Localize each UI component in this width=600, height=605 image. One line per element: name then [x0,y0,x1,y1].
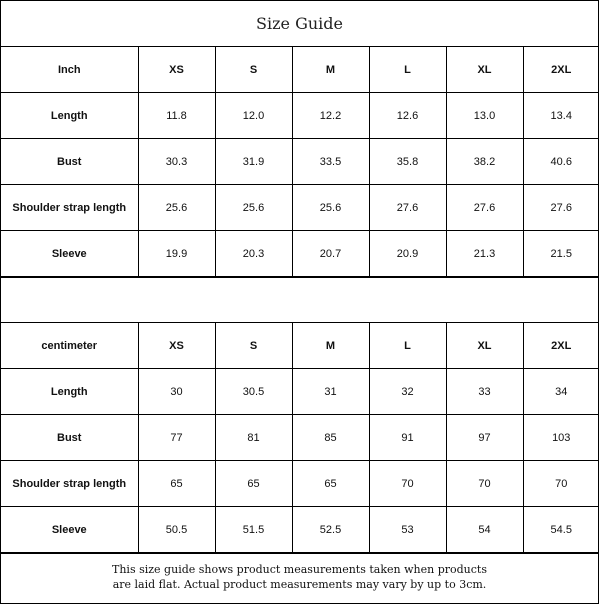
table-row [1,231,599,277]
table-row [1,461,599,507]
table-cell: 25.6 [138,185,215,231]
table-row [1,415,599,461]
table-cell: 65 [138,461,215,507]
cm-size-table [1,323,599,553]
table-cell: 33 [446,369,523,415]
table-cell: 34 [523,369,599,415]
table-cell: 65 [215,461,292,507]
table-cell: 35.8 [369,139,446,185]
size-header: M [292,47,369,93]
table-cell: 31 [292,369,369,415]
table-cell: 91 [369,415,446,461]
table-cell: 40.6 [523,139,599,185]
table-cell: 31.9 [215,139,292,185]
size-header: XS [138,47,215,93]
table-cell: 13.0 [446,93,523,139]
table-cell: 81 [215,415,292,461]
table-row [1,139,599,185]
table-row [1,185,599,231]
table-cell: 97 [446,415,523,461]
table-cell: 70 [523,461,599,507]
table-cell: 12.2 [292,93,369,139]
table-spacer [1,277,598,323]
measurement-note [1,553,598,599]
row-label: Length [1,369,138,415]
table-cell: 50.5 [138,507,215,553]
table-cell: 32 [369,369,446,415]
page-title: Size Guide [1,1,598,47]
note-line: are laid flat. Actual product measurements may vary by up to 3cm. [112,577,487,591]
table-cell: 103 [523,415,599,461]
table-header-row [1,323,599,369]
note-line: This size guide shows product measurements taken when products [112,562,487,576]
unit-label: centimeter [1,323,138,369]
table-cell: 30 [138,369,215,415]
table-cell: 27.6 [523,185,599,231]
table-cell: 11.8 [138,93,215,139]
table-cell: 70 [369,461,446,507]
size-header: XL [446,47,523,93]
table-cell: 52.5 [292,507,369,553]
table-cell: 20.7 [292,231,369,277]
table-cell: 27.6 [446,185,523,231]
inch-size-table [1,47,599,277]
table-cell: 13.4 [523,93,599,139]
table-cell: 19.9 [138,231,215,277]
table-cell: 54 [446,507,523,553]
table-cell: 12.6 [369,93,446,139]
table-cell: 20.9 [369,231,446,277]
table-cell: 12.0 [215,93,292,139]
table-row [1,369,599,415]
size-header: 2XL [523,47,599,93]
table-cell: 25.6 [292,185,369,231]
row-label: Bust [1,139,138,185]
table-row [1,93,599,139]
size-header: L [369,323,446,369]
unit-label: Inch [1,47,138,93]
table-cell: 27.6 [369,185,446,231]
size-header: S [215,323,292,369]
size-header: M [292,323,369,369]
size-header: L [369,47,446,93]
row-label: Bust [1,415,138,461]
size-header: S [215,47,292,93]
row-label: Sleeve [1,507,138,553]
table-cell: 38.2 [446,139,523,185]
table-cell: 20.3 [215,231,292,277]
table-cell: 51.5 [215,507,292,553]
table-cell: 70 [446,461,523,507]
table-cell: 53 [369,507,446,553]
table-cell: 65 [292,461,369,507]
table-cell: 25.6 [215,185,292,231]
row-label: Shoulder strap length [1,185,138,231]
table-cell: 21.3 [446,231,523,277]
table-cell: 33.5 [292,139,369,185]
size-header: XL [446,323,523,369]
table-cell: 21.5 [523,231,599,277]
table-cell: 85 [292,415,369,461]
size-header: XS [138,323,215,369]
table-cell: 30.3 [138,139,215,185]
table-cell: 30.5 [215,369,292,415]
row-label: Shoulder strap length [1,461,138,507]
size-header: 2XL [523,323,599,369]
row-label: Sleeve [1,231,138,277]
row-label: Length [1,93,138,139]
table-header-row [1,47,599,93]
table-row [1,507,599,553]
table-cell: 77 [138,415,215,461]
table-cell: 54.5 [523,507,599,553]
